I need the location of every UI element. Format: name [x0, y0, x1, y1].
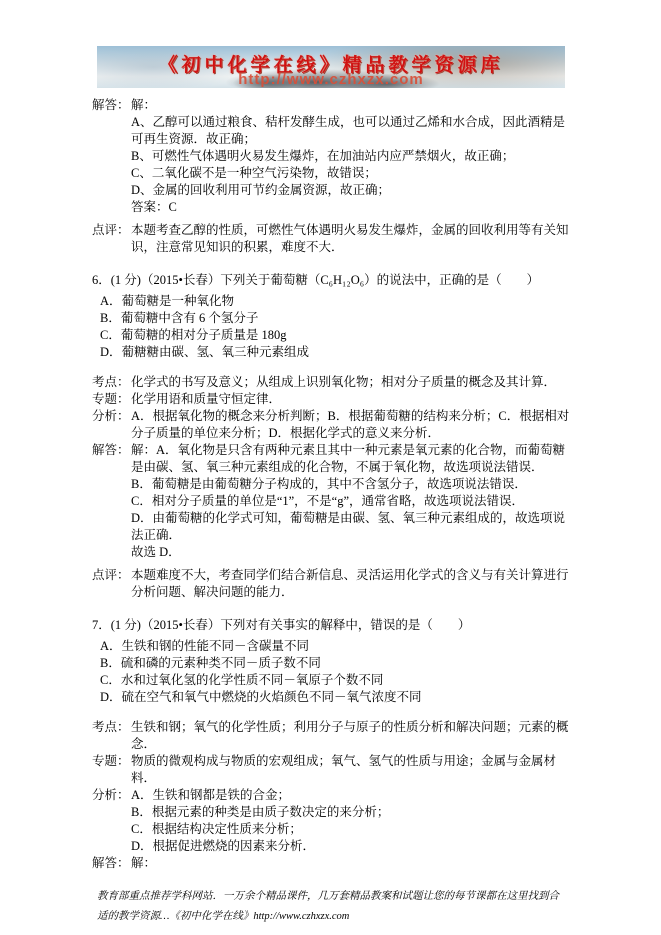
section-label: 分析： [92, 409, 130, 423]
text-line: 本题考查乙醇的性质，可燃性气体遇明火易发生爆炸，金属的回收利用等有关知识，注意常见知识的积累，难度不大． [131, 223, 569, 254]
section-label: 点评： [92, 223, 130, 237]
banner-site-url[interactable]: http://www.czhxzx.com [238, 71, 424, 88]
section-dianping [92, 567, 570, 601]
section-label: 专题： [92, 754, 130, 768]
text-line: C、二氧化碳不是一种空气污染物，故错误； [131, 166, 377, 180]
section-body [131, 753, 570, 787]
section-body [131, 391, 570, 408]
question-7-options [92, 638, 570, 706]
question-6-option-d: D．葡糖糖由碳、氢、氧三种元素组成 [100, 345, 310, 359]
text-line: 本题难度不大，考查同学们结合新信息、灵活运用化学式的含义与有关计算进行分析问题、解决问题的能力． [131, 568, 569, 599]
section-body [131, 855, 570, 872]
section-body [131, 787, 570, 855]
section-label: 点评： [92, 568, 130, 582]
text-line: 故选 D． [131, 545, 181, 559]
text-line: B．葡萄糖是由葡萄糖分子构成的，其中不含氢分子，故选项说法错误． [131, 477, 527, 491]
section-label: 分析： [92, 788, 130, 802]
question-6-stem: 6．(1 分)（2015•长春）下列关于葡萄糖（C₆H₁₂O₆）的说法中，正确的是（ ） [92, 273, 540, 287]
text-line: 答案：C [131, 200, 177, 214]
text-line: D、金属的回收利用可节约金属资源，故正确； [131, 183, 391, 197]
section-zhuanti [92, 753, 570, 787]
section-zhuanti [92, 391, 570, 408]
text-line: A．根据氧化物的概念来分析判断；B．根据葡萄糖的结构来分析；C．根据相对分子质量的单位来分析；D．根据化学式的意义来分析． [131, 409, 570, 440]
section-fenxi [92, 408, 570, 442]
text-line: 物质的微观构成与物质的宏观组成；氧气、氢气的性质与用途；金属与金属材料． [131, 754, 557, 785]
section-jieda [92, 442, 570, 561]
section-dianping [92, 222, 570, 256]
section-body [131, 442, 570, 561]
question-7-stem: 7．(1 分)（2015•长春）下列对有关事实的解释中，错误的是（ ） [92, 618, 471, 632]
text-line: 解： [131, 98, 157, 112]
question-6-option-b: B．葡萄糖中含有 6 个氢分子 [100, 311, 259, 325]
section-label: 考点： [92, 375, 130, 389]
document-page [0, 46, 661, 935]
section-body [131, 222, 570, 256]
text-line: C．相对分子质量的单位是“1”，不是“g”，通常省略，故选项说法错误． [131, 494, 525, 508]
text-line: 化学式的书写及意义；从组成上识别氧化物；相对分子质量的概念及其计算． [131, 375, 557, 389]
question-6-option-c: C．葡萄糖的相对分子质量是 180g [100, 328, 287, 342]
section-kaodian [92, 374, 570, 391]
section-kaodian [92, 719, 570, 753]
question-7 [92, 617, 570, 706]
text-line: 解：A．氧化物是只含有两种元素且其中一种元素是氧元素的化合物，而葡萄糖是由碳、氢、氧三种元素组成的化合物，不属于氧化物，故选项说法错误． [131, 443, 566, 474]
section-body [131, 719, 570, 753]
text-line: C．根据结构决定性质来分析； [131, 822, 302, 836]
text-line: B、可燃性气体遇明火易发生爆炸，在加油站内应严禁烟火，故正确； [131, 149, 515, 163]
text-line: A、乙醇可以通过粮食、秸杆发酵生成，也可以通过乙烯和水合成，因此酒精是可再生资源．故正确； [131, 115, 566, 146]
banner-site-title: 《初中化学在线》精品教学资源库 [158, 55, 504, 76]
question-7-option-a: A．生铁和钢的性能不同－含碳量不同 [100, 639, 310, 653]
text-line: 生铁和钢；氧气的化学性质；利用分子与原子的性质分析和解决问题；元素的概念． [131, 720, 569, 751]
section-body [131, 408, 570, 442]
text-line: A．生铁和钢都是铁的合金； [131, 788, 291, 802]
text-line: D．根据促进燃烧的因素来分析． [131, 839, 316, 853]
question-6-options [92, 293, 570, 361]
section-body [131, 567, 570, 601]
question-7-option-d: D．硫在空气和氧气中燃烧的火焰颜色不同－氧气浓度不同 [100, 690, 422, 704]
section-label: 考点： [92, 720, 130, 734]
text-line: B．根据元素的种类是由质子数决定的来分析； [131, 805, 390, 819]
site-banner-image [97, 46, 565, 88]
section-label: 专题： [92, 392, 130, 406]
section-fenxi [92, 787, 570, 855]
section-body [131, 374, 570, 391]
question-6 [92, 272, 570, 361]
footer-promo-text: 教育部重点推荐学科网站．一万余个精品课件，几万套精品教案和试题让您的每节课都在这里找到合适的教学资源…《初中化学在线》http://www.czhxzx.com [97, 891, 559, 922]
text-line: D．由葡萄糖的化学式可知，葡萄糖是由碳、氢、氧三种元素组成的，故选项说法正确． [131, 511, 566, 542]
section-jieda [92, 97, 570, 216]
section-body [131, 97, 570, 216]
section-label: 解答： [92, 443, 130, 457]
section-label: 解答： [92, 98, 130, 112]
text-line: 化学用语和质量守恒定律． [131, 392, 282, 406]
section-label: 解答： [92, 856, 130, 870]
question-7-option-c: C．水和过氧化氢的化学性质不同－氧原子个数不同 [100, 673, 384, 687]
document-content [92, 97, 570, 872]
footer [97, 887, 563, 927]
question-6-option-a: A．葡萄糖是一种氧化物 [100, 294, 235, 308]
question-7-option-b: B．硫和磷的元素种类不同－质子数不同 [100, 656, 321, 670]
section-jieda [92, 855, 570, 872]
text-line: 解： [131, 856, 157, 870]
